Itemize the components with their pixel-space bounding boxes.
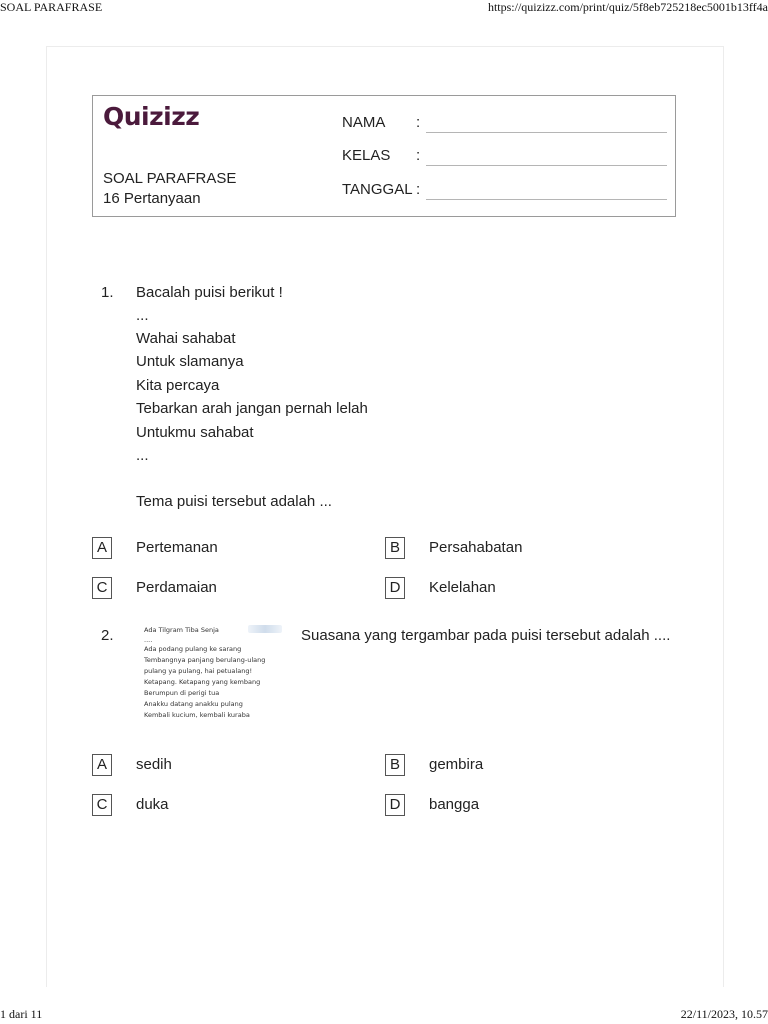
print-header-url: https://quizizz.com/print/quiz/5f8eb725218ec5001b13ff4a bbox=[487, 0, 768, 14]
date-colon: : bbox=[416, 181, 421, 198]
class-field bbox=[342, 147, 667, 167]
question-1-line: Wahai sahabat bbox=[136, 330, 236, 347]
question-1-line: Untukmu sahabat bbox=[136, 424, 254, 441]
print-footer-page: 1 dari 11 bbox=[0, 1007, 43, 1021]
poem-image-line: Ketapang. Ketapang yang kembang bbox=[144, 678, 261, 686]
option-letter-box: C bbox=[92, 794, 112, 816]
option-letter-box: D bbox=[385, 577, 405, 599]
poem-image-line: Tembangnya panjang berulang-ulang bbox=[144, 656, 266, 664]
poem-image-line: .... bbox=[144, 636, 153, 644]
image-blur-mark bbox=[248, 625, 282, 633]
name-colon: : bbox=[416, 114, 421, 131]
name-blank-line bbox=[426, 132, 667, 133]
poem-image-line: pulang ya pulang, hai petualang! bbox=[144, 667, 253, 675]
class-blank-line bbox=[426, 165, 667, 166]
poem-image-line: Anakku datang anakku pulang bbox=[144, 700, 243, 708]
name-field bbox=[342, 114, 667, 134]
option-letter-box: C bbox=[92, 577, 112, 599]
quiz-header-box bbox=[92, 95, 676, 217]
question-count: 16 Pertanyaan bbox=[103, 190, 201, 207]
option-text: duka bbox=[136, 796, 169, 813]
poem-image-line: Kembali kucium, kembali kuraba bbox=[144, 711, 250, 719]
name-label: NAMA bbox=[342, 114, 386, 131]
option-letter-box: B bbox=[385, 537, 405, 559]
print-header-title: SOAL PARAFRASE bbox=[0, 0, 103, 14]
quiz-title: SOAL PARAFRASE bbox=[103, 170, 237, 187]
question-1-stem: Tema puisi tersebut adalah ... bbox=[136, 493, 332, 510]
question-1-line: Kita percaya bbox=[136, 377, 220, 394]
poem-image-line: Ada podang pulang ke sarang bbox=[144, 645, 242, 653]
quizizz-logo: Quizizz bbox=[103, 102, 200, 131]
poem-image bbox=[138, 623, 288, 723]
question-1-line: Untuk slamanya bbox=[136, 353, 244, 370]
question-1-line: Bacalah puisi berikut ! bbox=[136, 284, 283, 301]
option-letter-box: D bbox=[385, 794, 405, 816]
class-colon: : bbox=[416, 147, 421, 164]
question-2-stem: Suasana yang tergambar pada puisi tersebut adalah .... bbox=[301, 627, 671, 644]
option-text: Kelelahan bbox=[429, 579, 496, 596]
date-blank-line bbox=[426, 199, 667, 200]
option-text: gembira bbox=[429, 756, 484, 773]
print-footer-datetime: 22/11/2023, 10.57 bbox=[680, 1007, 768, 1021]
poem-image-line: Ada Tilgram Tiba Senja bbox=[144, 626, 219, 634]
option-text: sedih bbox=[136, 756, 172, 773]
option-text: bangga bbox=[429, 796, 480, 813]
option-text: Pertemanan bbox=[136, 539, 218, 556]
poem-image-line: Berumpun di perigi tua bbox=[144, 689, 220, 697]
option-letter-box: A bbox=[92, 754, 112, 776]
option-letter-box: B bbox=[385, 754, 405, 776]
date-field bbox=[342, 181, 667, 201]
question-1-line: Tebarkan arah jangan pernah lelah bbox=[136, 400, 368, 417]
option-text: Perdamaian bbox=[136, 579, 217, 596]
question-1-line: ... bbox=[136, 307, 149, 324]
question-1-line: ... bbox=[136, 447, 149, 464]
question-2-number: 2. bbox=[101, 627, 114, 644]
date-label: TANGGAL bbox=[342, 181, 413, 198]
class-label: KELAS bbox=[342, 147, 391, 164]
question-1-number: 1. bbox=[101, 284, 114, 301]
option-letter-box: A bbox=[92, 537, 112, 559]
option-text: Persahabatan bbox=[429, 539, 523, 556]
